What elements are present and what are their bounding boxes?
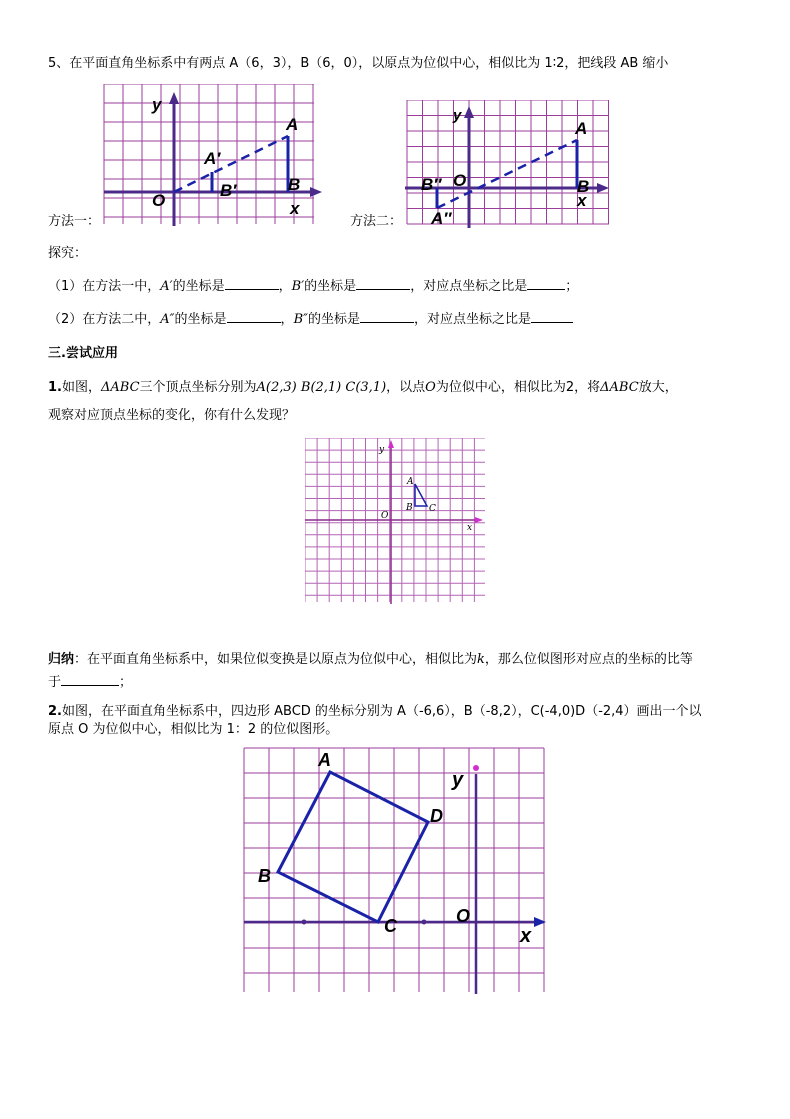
fig2-y-label: y <box>453 107 462 124</box>
fig1-b1-label: B′ <box>220 181 237 200</box>
fig4-a-label: A <box>318 750 331 770</box>
summary-line2: 于 ； <box>48 675 133 690</box>
fig2-b-label: B <box>577 177 590 196</box>
answer-blank[interactable] <box>356 277 410 290</box>
fig4-d-label: D <box>430 806 443 826</box>
fig1-b-label: B <box>288 175 301 194</box>
q5-text: 5、在平面直角坐标系中有两点 A（6，3），B（6，0），以原点为位似中心，相似比为 1∶2，把线段 AB 缩小 <box>48 56 669 71</box>
summary-line1: 归纳：在平面直角坐标系中，如果位似变换是以原点为位似中心，相似比为k，那么位似图形对应点的坐标的比等 <box>48 652 693 667</box>
explore-label: 探究： <box>48 246 88 261</box>
section-heading: 三.尝试应用 <box>48 346 118 361</box>
q2-text-line1: 2.如图，在平面直角坐标系中，四边形 ABCD 的坐标分别为 A（-6,6），B（-8,2），C(-4,0)D（-2,4）画出一个以 <box>48 704 702 719</box>
fig1-a-label: A <box>286 115 299 134</box>
answer-blank[interactable] <box>61 673 119 686</box>
fig3-x-label: x <box>467 523 473 533</box>
method-one-label: 方法一： <box>48 214 101 229</box>
fig1-a1-label: A′ <box>204 149 221 168</box>
figure-method-one <box>100 84 325 226</box>
q1-text-line2: 观察对应顶点坐标的变化，你有什么发现？ <box>48 408 296 423</box>
q1-text-line1: 1.如图，ΔABC三个顶点坐标分别为A(2,3) B(2,1) C(3,1)，以点O为位似中心，相似比为2，将ΔABC放大， <box>48 380 678 395</box>
triangle-abc <box>415 484 427 506</box>
method-two-label: 方法二： <box>350 214 403 229</box>
answer-blank[interactable] <box>225 277 279 290</box>
fig1-y-label: y <box>152 95 162 114</box>
figure-method-two <box>405 100 613 228</box>
answer-blank[interactable] <box>531 310 573 323</box>
fig4-x-label: x <box>520 925 532 947</box>
figure-q1 <box>305 438 487 604</box>
fig4-c-label: C <box>384 916 397 936</box>
fig3-b-label: B <box>406 503 413 513</box>
fig3-a-label: A <box>407 477 414 487</box>
fig2-o-label: O <box>453 171 467 190</box>
q5-item-2: （2）在方法二中，A″的坐标是 ，B″的坐标是 ，对应点坐标之比是 <box>48 310 573 328</box>
quadrilateral-abcd <box>278 772 428 922</box>
fig1-x-label: x <box>290 199 300 218</box>
fig1-o-label: O <box>152 191 166 210</box>
figure-q2 <box>238 746 550 994</box>
fig2-b2-label: B″ <box>421 175 442 194</box>
fig3-o-label: O <box>381 511 389 521</box>
fig2-x-label: x <box>577 191 587 210</box>
fig4-b-label: B <box>258 866 271 886</box>
q2-text-line2: 原点 O 为位似中心，相似比为 1：2 的位似图形。 <box>48 722 339 737</box>
fig2-a-label: A <box>575 119 588 138</box>
answer-blank[interactable] <box>360 310 414 323</box>
fig3-c-label: C <box>429 504 436 514</box>
fig4-y-label: y <box>452 769 464 791</box>
answer-blank[interactable] <box>227 310 281 323</box>
q5-item-1: （1）在方法一中，A′的坐标是 ，B′的坐标是 ，对应点坐标之比是 ； <box>48 279 579 294</box>
fig3-y-label: y <box>379 445 385 455</box>
fig2-a2-label: A″ <box>431 209 452 228</box>
fig4-o-label: O <box>456 906 471 926</box>
answer-blank[interactable] <box>527 277 565 290</box>
